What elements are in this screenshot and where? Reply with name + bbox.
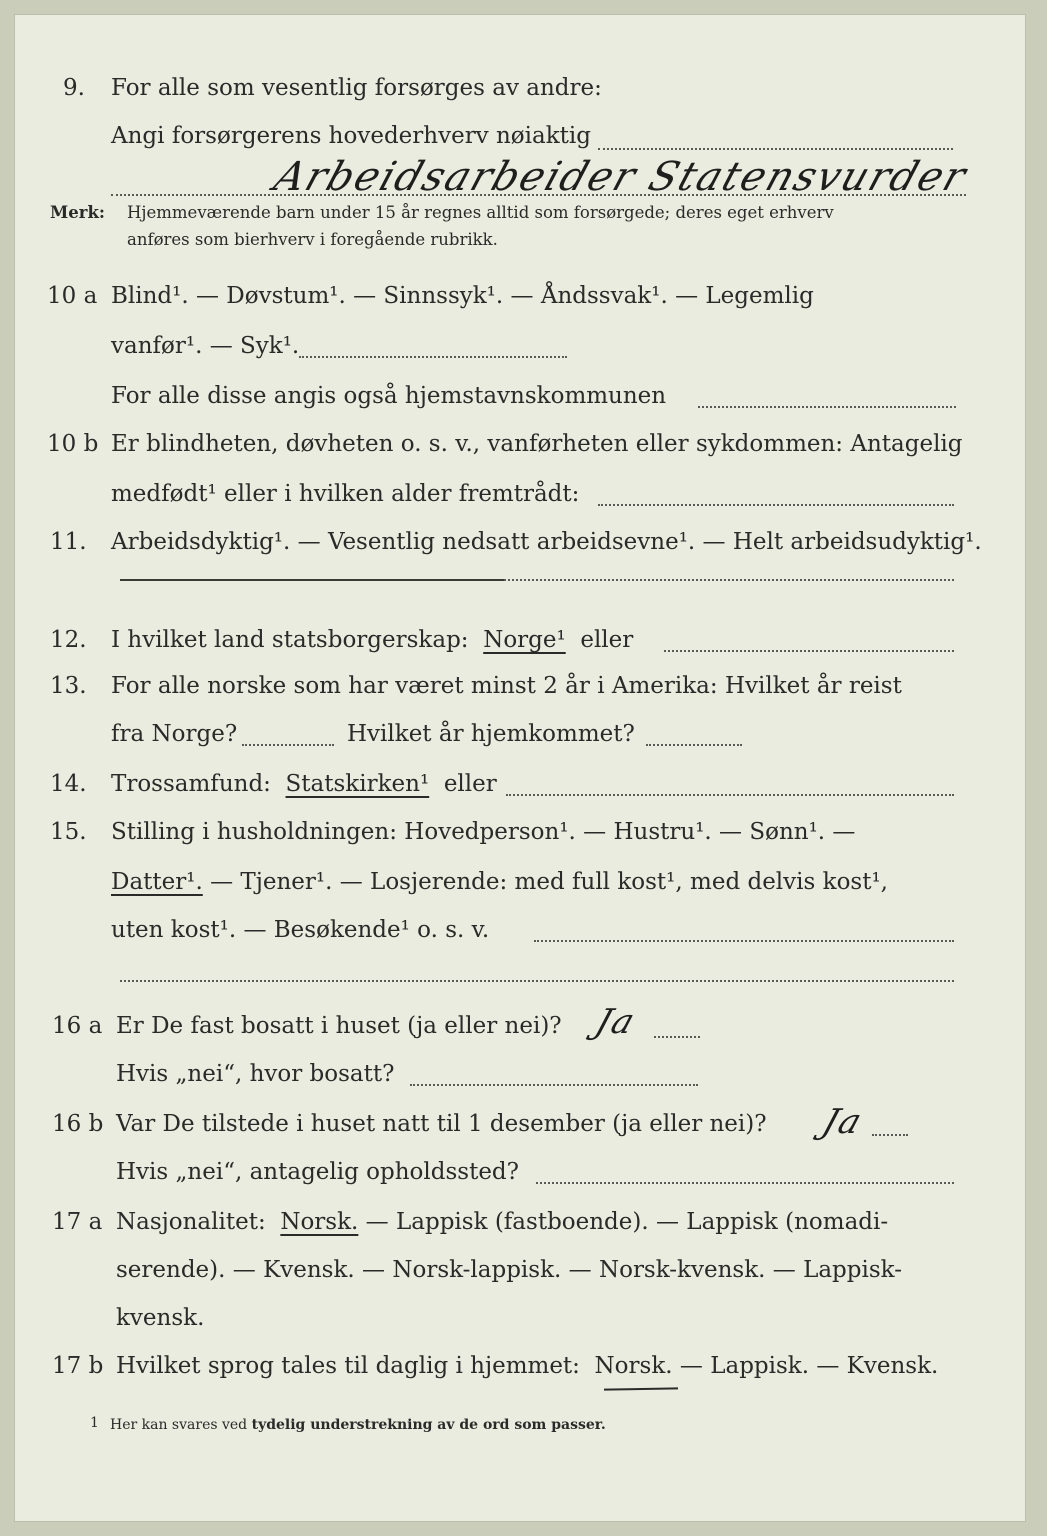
q13-line1: For alle norske som har været minst 2 år i Amerika: Hvilket år reist (111, 673, 902, 699)
q13-line2b: Hvilket år hjemkommet? (347, 721, 635, 747)
q11-line1: Arbeidsdyktig¹. — Vesentlig nedsatt arbeidsevne¹. — Helt arbeidsudyktig¹. (111, 529, 982, 555)
q17b-line (116, 1352, 938, 1380)
q11-rule-right (504, 579, 954, 581)
q9-answer-line (111, 194, 966, 196)
q15-rule (120, 980, 954, 982)
merk-label: Merk: (50, 203, 105, 222)
q17b-answer: Norsk. (594, 1353, 673, 1379)
q10b-number: 10 b (47, 431, 99, 457)
q16b-line2: Hvis „nei“, antagelig opholdssted? (116, 1159, 519, 1185)
q11-number: 11. (50, 529, 87, 555)
q15-line2-rest: — Tjener¹. — Losjerende: med full kost¹, med delvis kost¹, (210, 869, 888, 895)
q16a-line2: Hvis „nei“, hvor bosatt? (116, 1061, 395, 1087)
q16a-fill-line (654, 1036, 700, 1038)
q16b-number: 16 b (52, 1111, 104, 1137)
q12-text-after: eller (580, 627, 634, 653)
q10b-line2: medfødt¹ eller i hvilken alder fremtrådt: (111, 481, 580, 507)
footnote-mark: 1 (90, 1415, 99, 1431)
q17a-underlined-answer: Norsk. (280, 1209, 359, 1235)
q12-line (111, 626, 633, 654)
q14-text: Trossamfund: (111, 771, 271, 797)
q16a-residence-fill (410, 1084, 698, 1086)
q16b-fill-line (872, 1134, 908, 1136)
q15-line3: uten kost¹. — Besøkende¹ o. s. v. (111, 917, 490, 943)
q14-line (111, 770, 497, 798)
q9-number: 9. (63, 75, 85, 101)
footnote-plain: Her kan svares ved (110, 1417, 248, 1433)
q14-underlined-answer: Statskirken¹ (285, 771, 430, 797)
q10a-line3: For alle disse angis også hjemstavnskommunen (111, 383, 667, 409)
q15-fill-line (534, 940, 954, 942)
q10a-number: 10 a (47, 283, 98, 309)
footnote-bold: tydelig understrekning av de ord som passer. (251, 1417, 606, 1433)
q15-number: 15. (50, 819, 87, 845)
q10a-line2: vanfør¹. — Syk¹. (111, 333, 300, 359)
q14-number: 14. (50, 771, 87, 797)
q12-underlined-answer: Norge¹ (483, 627, 566, 653)
q12-number: 12. (50, 627, 87, 653)
q13-year-right-fill (646, 744, 742, 746)
q13-number: 13. (50, 673, 87, 699)
q16b-line1: Var De tilstede i huset natt til 1 desember (ja eller nei)? (116, 1111, 767, 1137)
q17a-text: Nasjonalitet: (116, 1209, 266, 1235)
q17b-text: Hvilket sprog tales til daglig i hjemmet: (116, 1353, 580, 1379)
q17a-line2: serende). — Kvensk. — Norsk-lappisk. — Norsk-kvensk. — Lappisk- (116, 1257, 902, 1283)
q17a-number: 17 a (52, 1209, 103, 1235)
q16b-place-fill (536, 1182, 954, 1184)
q10b-line1: Er blindheten, døvheten o. s. v., vanførheten eller sykdommen: Antagelig (111, 431, 963, 457)
q16a-handwritten-answer: Ja (590, 1002, 642, 1042)
census-form-page (14, 14, 1026, 1522)
q13-line2a: fra Norge? (111, 721, 238, 747)
q15-line2 (111, 868, 888, 896)
q17a-line1 (116, 1208, 888, 1236)
q15-line1: Stilling i husholdningen: Hovedperson¹. — Hustru¹. — Sønn¹. — (111, 819, 856, 845)
q9-handwritten-answer: Arbeidsarbeider Statensvurder (268, 154, 974, 200)
q10a-home-fill-line (698, 406, 956, 408)
q10a-fill-line (299, 356, 567, 358)
merk-line2: anføres som bierhverv i foregående rubrikk. (127, 230, 498, 249)
q14-fill-line (506, 794, 954, 796)
q10a-line1: Blind¹. — Døvstum¹. — Sinnssyk¹. — Åndssvak¹. — Legemlig (111, 283, 814, 309)
q16a-number: 16 a (52, 1013, 103, 1039)
merk-line1: Hjemmeværende barn under 15 år regnes alltid som forsørgede; deres eget erhverv (127, 203, 834, 222)
q9-line1: For alle som vesentlig forsørges av andre: (111, 75, 602, 101)
q16a-line1: Er De fast bosatt i huset (ja eller nei)? (116, 1013, 562, 1039)
q12-text: I hvilket land statsborgerskap: (111, 627, 469, 653)
q13-year-left-fill (242, 744, 334, 746)
q9-fill-line (598, 148, 953, 150)
footnote-text (110, 1416, 606, 1434)
q11-rule-left (120, 579, 504, 581)
q16b-handwritten-answer: Ja (817, 1102, 869, 1142)
q17b-underline-stroke (604, 1387, 678, 1390)
q17a-line3: kvensk. (116, 1305, 205, 1331)
q14-text-after: eller (443, 771, 497, 797)
q15-underlined-answer: Datter¹. (111, 869, 203, 895)
q17b-text-after: — Lappisk. — Kvensk. (679, 1353, 939, 1379)
q17a-text-after: — Lappisk (fastboende). — Lappisk (nomadi- (365, 1209, 889, 1235)
q10b-fill-line (598, 504, 954, 506)
q9-line2: Angi forsørgerens hovederhverv nøiaktig (111, 123, 591, 149)
q12-fill-line (664, 650, 954, 652)
q17b-number: 17 b (52, 1353, 104, 1379)
